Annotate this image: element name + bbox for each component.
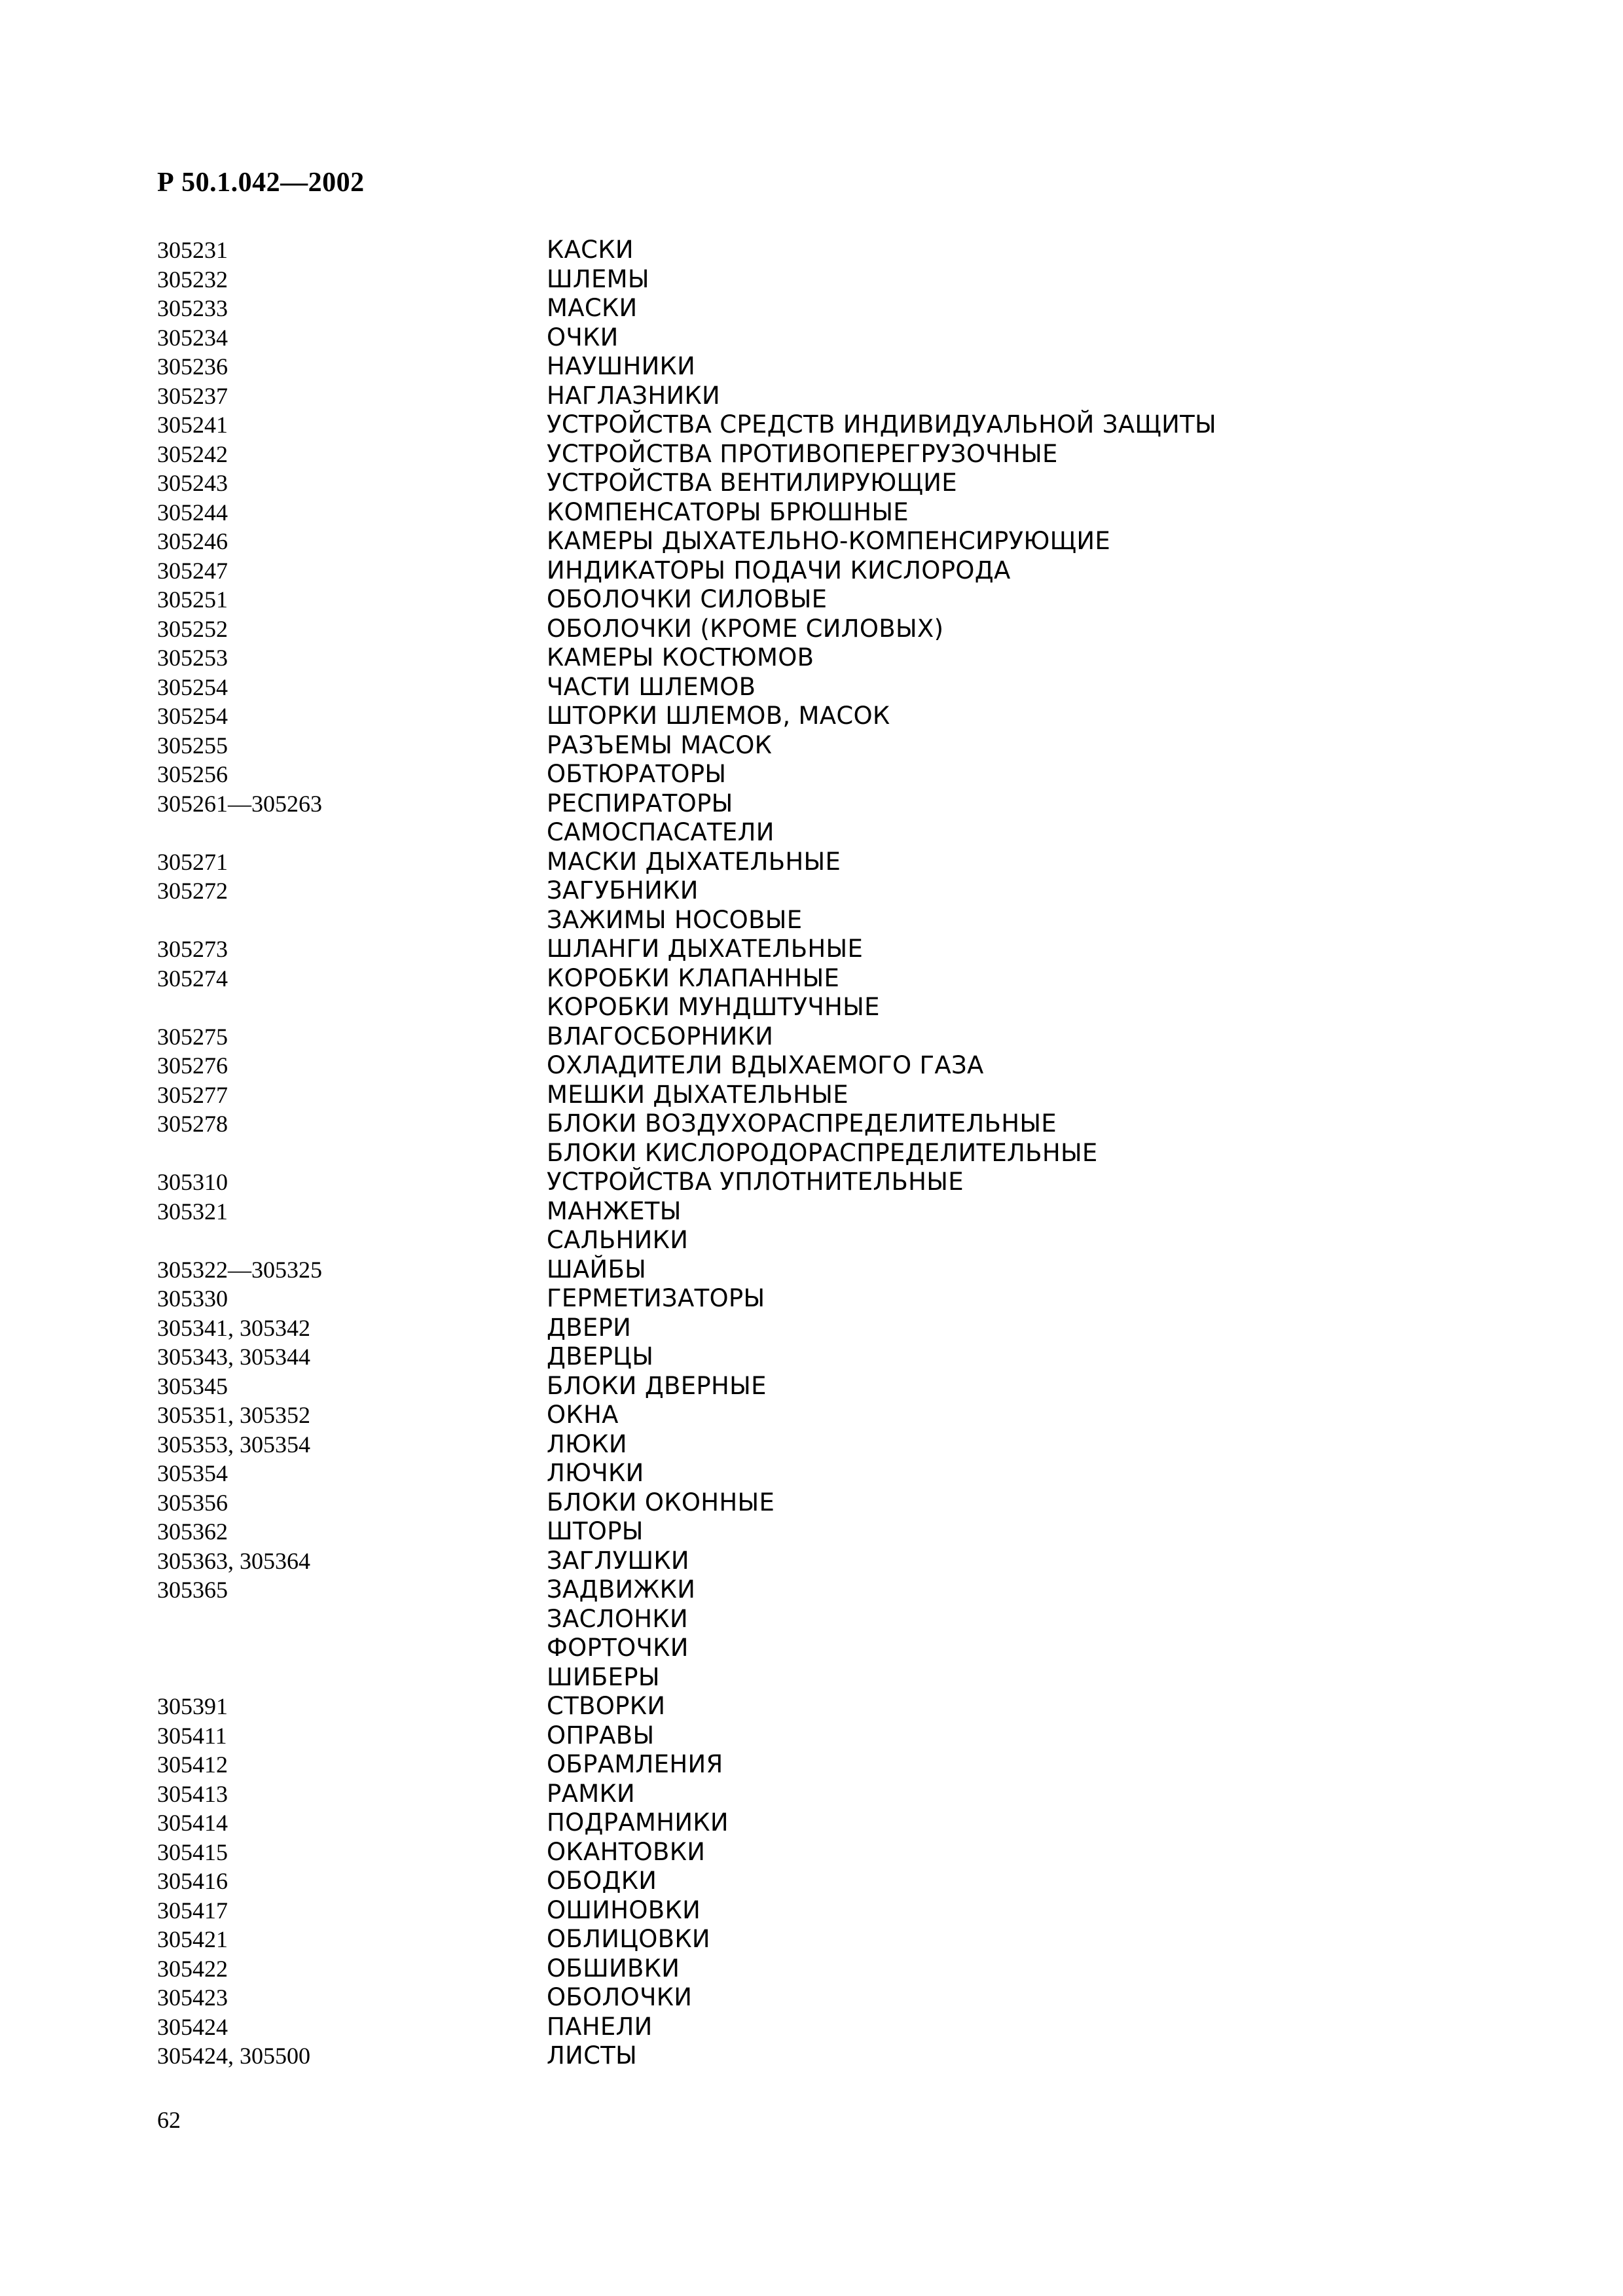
- row-code: 305341, 305342: [157, 1314, 310, 1341]
- row-code: 305272: [157, 878, 228, 904]
- row-name: СТВОРКИ: [547, 1692, 666, 1720]
- table-row: [157, 1081, 1368, 1110]
- row-name: УСТРОЙСТВА ПРОТИВОПЕРЕГРУЗОЧНЫЕ: [547, 439, 1058, 468]
- row-name: ОШИНОВКИ: [547, 1895, 701, 1924]
- row-code: [157, 1139, 547, 1168]
- row-code: 305277: [157, 1081, 228, 1108]
- table-row: [157, 731, 1368, 761]
- table-row: [157, 1721, 1368, 1751]
- row-name: ВЛАГОСБОРНИКИ: [547, 1022, 774, 1050]
- row-name: ОБОДКИ: [547, 1867, 657, 1895]
- table-row: [157, 818, 1368, 848]
- table-row: [157, 1168, 1368, 1197]
- table-row: [157, 1051, 1368, 1081]
- row-name: ШТОРКИ ШЛЕМОВ, МАСОК: [547, 702, 890, 730]
- row-code: 305253: [157, 645, 228, 671]
- table-row: [157, 1808, 1368, 1838]
- row-code: 305345: [157, 1372, 228, 1399]
- row-code: 305413: [157, 1780, 228, 1807]
- table-row: [157, 1430, 1368, 1460]
- row-name: ШАЙБЫ: [547, 1255, 647, 1283]
- table-row: [157, 498, 1368, 528]
- row-name: МАСКИ ДЫХАТЕЛЬНЫЕ: [547, 847, 841, 876]
- row-code: 305310: [157, 1169, 228, 1195]
- table-row: [157, 236, 1368, 265]
- table-row: [157, 527, 1368, 556]
- row-code: [157, 1634, 547, 1663]
- row-name: ЗАГУБНИКИ: [547, 876, 699, 905]
- row-name: ЗАДВИЖКИ: [547, 1575, 696, 1604]
- row-code: 305247: [157, 557, 228, 584]
- table-row: [157, 1255, 1368, 1285]
- table-row: [157, 935, 1368, 964]
- row-code: 305330: [157, 1285, 228, 1312]
- row-code: [157, 993, 547, 1022]
- table-row: [157, 1197, 1368, 1227]
- row-code: 305412: [157, 1751, 228, 1778]
- table-row: [157, 1634, 1368, 1663]
- row-name: ШЛЕМЫ: [547, 264, 649, 293]
- row-name: ОЧКИ: [547, 323, 619, 351]
- row-code: 305415: [157, 1839, 228, 1865]
- table-row: [157, 673, 1368, 702]
- row-name: УСТРОЙСТВА УПЛОТНИТЕЛЬНЫЕ: [547, 1168, 964, 1196]
- table-row: [157, 1342, 1368, 1372]
- row-name: ОБРАМЛЕНИЯ: [547, 1750, 723, 1778]
- table-row: [157, 1983, 1368, 2013]
- row-name: ЗАЖИМЫ НОСОВЫЕ: [547, 905, 803, 934]
- row-name: ЧАСТИ ШЛЕМОВ: [547, 672, 756, 701]
- row-name: ШТОРЫ: [547, 1517, 644, 1545]
- row-code: 305276: [157, 1052, 228, 1079]
- row-code: 305275: [157, 1023, 228, 1050]
- row-code: 305255: [157, 732, 228, 759]
- table-row: [157, 2013, 1368, 2042]
- row-name: ОБОЛОЧКИ: [547, 1983, 693, 2011]
- row-name: ДВЕРИ: [547, 1313, 632, 1342]
- row-name: КОМПЕНСАТОРЫ БРЮШНЫЕ: [547, 497, 909, 526]
- row-code: 305356: [157, 1489, 228, 1516]
- row-code: 305237: [157, 382, 228, 409]
- table-row: [157, 760, 1368, 789]
- table-row: [157, 1663, 1368, 1693]
- row-code: 305232: [157, 266, 228, 293]
- table-row: [157, 1022, 1368, 1052]
- row-code: 305246: [157, 528, 228, 554]
- row-name: БЛОКИ ВОЗДУХОРАСПРЕДЕЛИТЕЛЬНЫЕ: [547, 1109, 1057, 1138]
- table-row: [157, 615, 1368, 644]
- row-name: ЛЮЧКИ: [547, 1459, 644, 1487]
- table-row: [157, 1488, 1368, 1518]
- row-code: [157, 1226, 547, 1255]
- row-code: 305254: [157, 673, 228, 700]
- row-code: 305422: [157, 1955, 228, 1982]
- row-name: ЛЮКИ: [547, 1429, 627, 1458]
- row-name: САЛЬНИКИ: [547, 1226, 689, 1254]
- row-code: 305242: [157, 440, 228, 467]
- row-code: 305391: [157, 1693, 228, 1719]
- document-number: Р 50.1.042—2002: [157, 168, 365, 198]
- table-row: [157, 1284, 1368, 1314]
- row-name: ОБЛИЦОВКИ: [547, 1925, 710, 1953]
- table-row: [157, 1925, 1368, 1954]
- row-code: 305274: [157, 965, 228, 992]
- row-code: [157, 1663, 547, 1693]
- row-name: ФОРТОЧКИ: [547, 1634, 689, 1662]
- row-name: РАЗЪЕМЫ МАСОК: [547, 730, 773, 759]
- row-name: УСТРОЙСТВА ВЕНТИЛИРУЮЩИЕ: [547, 469, 957, 497]
- row-code: 305254: [157, 703, 228, 729]
- table-row: [157, 1750, 1368, 1780]
- table-row: [157, 993, 1368, 1022]
- row-name: ПАНЕЛИ: [547, 2012, 653, 2041]
- table-row: [157, 1692, 1368, 1721]
- row-code: 305343, 305344: [157, 1344, 310, 1370]
- row-name: КАСКИ: [547, 236, 634, 264]
- row-name: ШИБЕРЫ: [547, 1662, 660, 1691]
- table-row: [157, 1314, 1368, 1343]
- row-name: ОБШИВКИ: [547, 1954, 680, 1982]
- row-name: БЛОКИ ДВЕРНЫЕ: [547, 1371, 767, 1400]
- table-row: [157, 1139, 1368, 1168]
- table-row: [157, 643, 1368, 673]
- row-name: ЛИСТЫ: [547, 2041, 638, 2070]
- row-code: 305354: [157, 1460, 228, 1486]
- row-name: ЗАСЛОНКИ: [547, 1604, 688, 1633]
- row-name: РЕСПИРАТОРЫ: [547, 789, 733, 817]
- table-row: [157, 1605, 1368, 1634]
- row-code: 305365: [157, 1577, 228, 1603]
- classification-table: [157, 236, 1368, 2071]
- table-row: [157, 964, 1368, 994]
- row-code: 305234: [157, 324, 228, 351]
- table-row: [157, 1867, 1368, 1896]
- row-name: ОБОЛОЧКИ (КРОМЕ СИЛОВЫХ): [547, 614, 944, 643]
- row-code: 305233: [157, 295, 228, 321]
- row-name: ПОДРАМНИКИ: [547, 1808, 729, 1837]
- table-row: [157, 1226, 1368, 1255]
- row-name: ОКНА: [547, 1401, 619, 1429]
- row-code: 305424: [157, 2013, 228, 2040]
- table-row: [157, 1517, 1368, 1547]
- row-name: МАСКИ: [547, 294, 638, 322]
- row-code: 305271: [157, 848, 228, 875]
- row-name: КАМЕРЫ КОСТЮМОВ: [547, 643, 814, 672]
- row-name: БЛОКИ КИСЛОРОДОРАСПРЕДЕЛИТЕЛЬНЫЕ: [547, 1138, 1098, 1167]
- row-name: ОБТЮРАТОРЫ: [547, 760, 727, 788]
- row-name: БЛОКИ ОКОННЫЕ: [547, 1488, 775, 1516]
- row-code: 305353, 305354: [157, 1431, 310, 1458]
- table-row: [157, 294, 1368, 323]
- row-code: 305244: [157, 499, 228, 526]
- table-row: [157, 1896, 1368, 1926]
- row-name: НАУШНИКИ: [547, 352, 696, 380]
- table-row: [157, 702, 1368, 731]
- table-row: [157, 1780, 1368, 1809]
- row-name: НАГЛАЗНИКИ: [547, 381, 720, 410]
- row-code: 305322—305325: [157, 1256, 322, 1283]
- table-row: [157, 1954, 1368, 1984]
- table-row: [157, 1459, 1368, 1488]
- table-row: [157, 789, 1368, 819]
- row-code: 305251: [157, 586, 228, 613]
- row-name: МЕШКИ ДЫХАТЕЛЬНЫЕ: [547, 1080, 848, 1109]
- row-code: 305256: [157, 761, 228, 787]
- row-code: 305236: [157, 353, 228, 380]
- row-code: 305252: [157, 615, 228, 642]
- row-name: КАМЕРЫ ДЫХАТЕЛЬНО-КОМПЕНСИРУЮЩИЕ: [547, 527, 1111, 555]
- table-row: [157, 906, 1368, 935]
- row-name: ЗАГЛУШКИ: [547, 1546, 689, 1575]
- row-code: 305362: [157, 1518, 228, 1545]
- row-code: 305278: [157, 1111, 228, 1137]
- table-row: [157, 1372, 1368, 1401]
- row-name: ГЕРМЕТИЗАТОРЫ: [547, 1284, 765, 1312]
- table-row: [157, 382, 1368, 411]
- table-row: [157, 848, 1368, 877]
- row-code: 305243: [157, 470, 228, 496]
- table-row: [157, 265, 1368, 295]
- row-code: 305414: [157, 1810, 228, 1836]
- row-code: 305231: [157, 237, 228, 263]
- table-row: [157, 1838, 1368, 1867]
- row-name: ШЛАНГИ ДЫХАТЕЛЬНЫЕ: [547, 935, 864, 963]
- row-code: [157, 1605, 547, 1634]
- row-code: 305261—305263: [157, 790, 322, 817]
- table-row: [157, 1401, 1368, 1430]
- table-row: [157, 410, 1368, 440]
- table-row: [157, 556, 1368, 586]
- row-name: ОКАНТОВКИ: [547, 1837, 706, 1866]
- row-name: ИНДИКАТОРЫ ПОДАЧИ КИСЛОРОДА: [547, 556, 1011, 584]
- row-name: САМОСПАСАТЕЛИ: [547, 818, 775, 846]
- row-name: ДВЕРЦЫ: [547, 1342, 654, 1371]
- row-name: РАМКИ: [547, 1779, 635, 1808]
- row-code: 305273: [157, 936, 228, 962]
- page-number: 62: [157, 2107, 181, 2133]
- row-code: 305421: [157, 1926, 228, 1952]
- table-row: [157, 585, 1368, 615]
- row-name: КОРОБКИ МУНДШТУЧНЫЕ: [547, 993, 880, 1021]
- row-code: 305424, 305500: [157, 2043, 310, 2069]
- row-name: ОХЛАДИТЕЛИ ВДЫХАЕМОГО ГАЗА: [547, 1051, 984, 1079]
- row-code: [157, 906, 547, 935]
- row-name: УСТРОЙСТВА СРЕДСТВ ИНДИВИДУАЛЬНОЙ ЗАЩИТЫ: [547, 410, 1216, 439]
- table-row: [157, 1547, 1368, 1576]
- row-code: 305241: [157, 412, 228, 438]
- row-code: 305351, 305352: [157, 1402, 310, 1428]
- table-row: [157, 1575, 1368, 1605]
- table-row: [157, 2041, 1368, 2071]
- row-code: 305416: [157, 1868, 228, 1894]
- table-row: [157, 1109, 1368, 1139]
- row-code: [157, 818, 547, 848]
- row-name: КОРОБКИ КЛАПАННЫЕ: [547, 963, 840, 992]
- row-name: МАНЖЕТЫ: [547, 1196, 682, 1225]
- row-name: ОПРАВЫ: [547, 1721, 655, 1749]
- row-code: 305417: [157, 1897, 228, 1924]
- table-row: [157, 876, 1368, 906]
- table-row: [157, 469, 1368, 498]
- table-row: [157, 352, 1368, 382]
- table-row: [157, 440, 1368, 469]
- row-code: 305363, 305364: [157, 1547, 310, 1574]
- row-name: ОБОЛОЧКИ СИЛОВЫЕ: [547, 585, 828, 613]
- row-code: 305423: [157, 1984, 228, 2011]
- table-row: [157, 323, 1368, 353]
- row-code: 305411: [157, 1722, 227, 1749]
- row-code: 305321: [157, 1198, 228, 1225]
